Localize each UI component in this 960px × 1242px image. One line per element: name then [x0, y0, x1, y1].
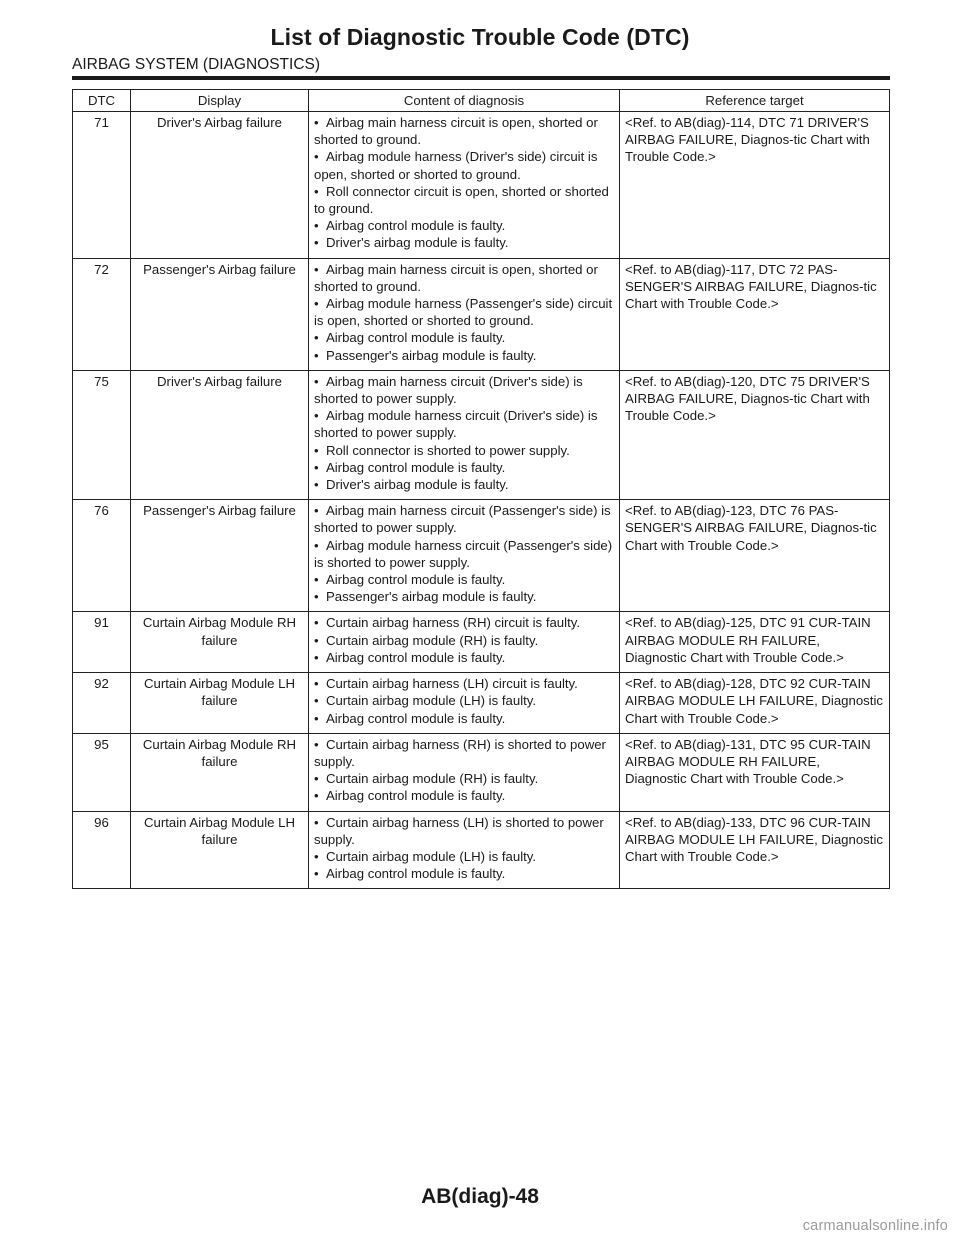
diagnosis-content: [309, 811, 620, 889]
diagnosis-item: • Driver's airbag module is faulty.: [314, 476, 614, 493]
column-header-display: Display: [131, 90, 309, 112]
dtc-code: 96: [73, 811, 131, 889]
diagnosis-item: • Airbag control module is faulty.: [314, 649, 614, 666]
display-text: Driver's Airbag failure: [157, 115, 282, 130]
diagnosis-item: • Roll connector is shorted to power supply.: [314, 442, 614, 459]
table-row: [73, 733, 890, 811]
diagnosis-item: • Airbag main harness circuit is open, shorted or shorted to ground.: [314, 114, 614, 148]
dtc-table-body: [73, 112, 890, 889]
diagnosis-item: • Airbag module harness circuit (Driver's side) is shorted to power supply.: [314, 407, 614, 441]
diagnosis-item: • Airbag main harness circuit is open, shorted or shorted to ground.: [314, 261, 614, 295]
diagnosis-item: • Curtain airbag module (RH) is faulty.: [314, 632, 614, 649]
reference-link[interactable]: <Ref. to AB(diag)-125, DTC 91 CUR-TAIN AIRBAG MODULE RH FAILURE, Diagnostic Chart with Trouble Code.>: [620, 612, 890, 673]
header-divider: [72, 76, 890, 80]
dtc-code: 75: [73, 370, 131, 499]
diagnosis-content: [309, 500, 620, 612]
diagnosis-item: • Roll connector circuit is open, shorted or shorted to ground.: [314, 183, 614, 217]
reference-link[interactable]: <Ref. to AB(diag)-128, DTC 92 CUR-TAIN AIRBAG MODULE LH FAILURE, Diagnostic Chart with Trouble Code.>: [620, 673, 890, 734]
dtc-code: 91: [73, 612, 131, 673]
dtc-display: [131, 673, 309, 734]
display-text: Curtain Airbag Module RH: [142, 615, 297, 631]
table-header-row: [73, 90, 890, 112]
diagnosis-item: • Curtain airbag module (RH) is faulty.: [314, 770, 614, 787]
diagnosis-item: • Curtain airbag harness (LH) is shorted to power supply.: [314, 814, 614, 848]
diagnosis-item: • Airbag control module is faulty.: [314, 571, 614, 588]
reference-link[interactable]: <Ref. to AB(diag)-114, DTC 71 DRIVER'S AIRBAG FAILURE, Diagnos-tic Chart with Trouble Code.>: [620, 112, 890, 259]
diagnosis-item: • Airbag main harness circuit (Passenger's side) is shorted to power supply.: [314, 502, 614, 536]
display-text: failure: [201, 693, 238, 709]
diagnosis-item: • Airbag control module is faulty.: [314, 459, 614, 476]
display-text: Driver's Airbag failure: [157, 373, 282, 389]
reference-link[interactable]: <Ref. to AB(diag)-131, DTC 95 CUR-TAIN AIRBAG MODULE RH FAILURE, Diagnostic Chart with Trouble Code.>: [620, 733, 890, 811]
diagnosis-item: • Curtain airbag harness (LH) circuit is faulty.: [314, 675, 614, 692]
dtc-display: [131, 612, 309, 673]
display-text: Curtain Airbag Module LH: [143, 676, 295, 692]
reference-link[interactable]: <Ref. to AB(diag)-120, DTC 75 DRIVER'S AIRBAG FAILURE, Diagnos-tic Chart with Trouble Code.>: [620, 370, 890, 499]
diagnosis-item: • Airbag control module is faulty.: [314, 217, 614, 234]
diagnosis-content: [309, 733, 620, 811]
table-row: [73, 811, 890, 889]
display-text: failure: [201, 753, 238, 769]
diagnosis-content: [309, 112, 620, 259]
display-text: Passenger's Airbag failure: [143, 503, 296, 519]
page-number: AB(diag)-48: [421, 1185, 539, 1208]
table-row: [73, 673, 890, 734]
diagnosis-item: • Curtain airbag harness (RH) is shorted to power supply.: [314, 736, 614, 770]
dtc-display: [131, 500, 309, 612]
dtc-code: 71: [73, 112, 131, 259]
diagnosis-item: • Curtain airbag harness (RH) circuit is faulty.: [314, 614, 614, 631]
diagnosis-item: • Curtain airbag module (LH) is faulty.: [314, 692, 614, 709]
dtc-display: [131, 112, 309, 259]
table-row: [73, 112, 890, 259]
diagnosis-item: • Airbag module harness circuit (Passenger's side) is shorted to power supply.: [314, 537, 614, 571]
dtc-display: [131, 370, 309, 499]
table-row: [73, 370, 890, 499]
table-row: [73, 258, 890, 370]
dtc-display: [131, 258, 309, 370]
display-text: Curtain Airbag Module RH: [142, 736, 297, 752]
diagnosis-item: • Airbag main harness circuit (Driver's side) is shorted to power supply.: [314, 373, 614, 407]
column-header-dtc: DTC: [73, 90, 131, 112]
display-text: failure: [201, 831, 238, 847]
diagnosis-item: • Passenger's airbag module is faulty.: [314, 347, 614, 364]
diagnosis-item: • Airbag control module is faulty.: [314, 787, 614, 804]
dtc-display: [131, 733, 309, 811]
page-title: List of Diagnostic Trouble Code (DTC): [270, 24, 690, 50]
reference-link[interactable]: <Ref. to AB(diag)-133, DTC 96 CUR-TAIN AIRBAG MODULE LH FAILURE, Diagnostic Chart with Trouble Code.>: [620, 811, 890, 889]
diagnosis-item: • Airbag control module is faulty.: [314, 865, 614, 882]
diagnosis-item: • Airbag control module is faulty.: [314, 710, 614, 727]
column-header-reference: Reference target: [620, 90, 890, 112]
table-row: [73, 612, 890, 673]
column-header-content: Content of diagnosis: [309, 90, 620, 112]
diagnosis-item: • Curtain airbag module (LH) is faulty.: [314, 848, 614, 865]
diagnosis-content: [309, 370, 620, 499]
diagnosis-item: • Passenger's airbag module is faulty.: [314, 588, 614, 605]
dtc-code: 92: [73, 673, 131, 734]
section-title: AIRBAG SYSTEM (DIAGNOSTICS): [72, 56, 321, 73]
table-row: [73, 500, 890, 612]
diagnosis-content: [309, 258, 620, 370]
dtc-code: 72: [73, 258, 131, 370]
display-text: Passenger's Airbag failure: [143, 261, 296, 277]
dtc-code: 95: [73, 733, 131, 811]
diagnosis-content: [309, 612, 620, 673]
diagnosis-item: • Airbag module harness (Passenger's side) circuit is open, shorted or shorted to ground.: [314, 295, 614, 329]
diagnosis-item: • Airbag control module is faulty.: [314, 329, 614, 346]
reference-link[interactable]: <Ref. to AB(diag)-123, DTC 76 PAS-SENGER'S AIRBAG FAILURE, Diagnos-tic Chart with Trouble Code.>: [620, 500, 890, 612]
reference-link[interactable]: <Ref. to AB(diag)-117, DTC 72 PAS-SENGER'S AIRBAG FAILURE, Diagnos-tic Chart with Trouble Code.>: [620, 258, 890, 370]
watermark: carmanualsonline.info: [802, 1218, 948, 1234]
dtc-display: [131, 811, 309, 889]
display-text: Curtain Airbag Module LH: [143, 814, 295, 830]
diagnosis-item: • Driver's airbag module is faulty.: [314, 234, 614, 251]
dtc-table: [72, 89, 890, 889]
display-text: failure: [201, 632, 238, 648]
diagnosis-item: • Airbag module harness (Driver's side) circuit is open, shorted or shorted to ground.: [314, 148, 614, 182]
diagnosis-content: [309, 673, 620, 734]
dtc-code: 76: [73, 500, 131, 612]
